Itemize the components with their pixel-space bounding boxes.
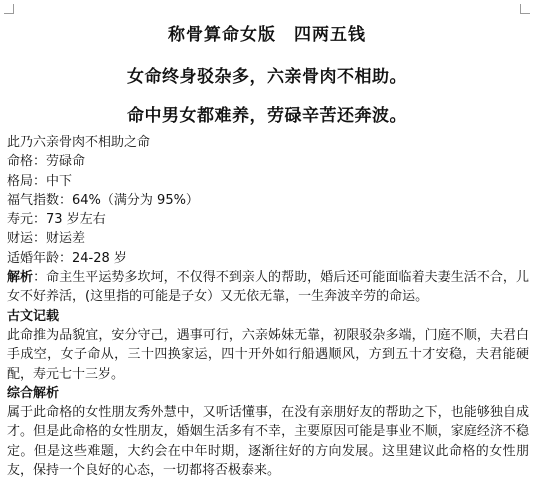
field-list xyxy=(7,152,529,268)
corner-mark-top-left xyxy=(4,4,14,14)
field-pattern xyxy=(7,172,529,191)
field-fortune-index xyxy=(7,191,529,210)
field-value: 64%（满分为 95%） xyxy=(72,192,199,208)
field-label: 寿元： xyxy=(7,212,47,228)
corner-mark-top-right xyxy=(520,4,530,14)
field-value: 24-28 岁 xyxy=(72,250,127,266)
ancient-records-heading: 古文记载 xyxy=(7,308,60,324)
field-value: 中下 xyxy=(46,173,73,189)
field-value: 73 岁左右 xyxy=(46,212,106,228)
ancient-records-text: 此命推为品貌宜，安分守己，遇事可行，六亲姊妹无靠，初限驳杂多端，门庭不顺，夫君白手成空，女子命从，三十四换家运，四十开外如行船遇顺风，方到五十才安稳，夫君能硬配，寿元七十三岁。 xyxy=(7,327,529,382)
field-value: 劳碌命 xyxy=(46,154,86,170)
field-marriage-age xyxy=(7,249,529,268)
poem-line-1: 女命终身驳杂多，六亲骨肉不相助。 xyxy=(127,67,407,87)
document-body xyxy=(7,133,529,480)
analysis-text: ：命主生平运势多坎坷，不仅得不到亲人的帮助，婚后还可能面临着夫妻生活不合，儿女不好养活，(这里指的可能是子女）又无依无靠，一生奔波辛劳的命运。 xyxy=(7,270,529,305)
poem-line-2: 命中男女都难养，劳碌辛苦还奔波。 xyxy=(127,106,407,126)
analysis-label: 解析 xyxy=(7,270,34,286)
summary-line: 此乃六亲骨肉不相助之命 xyxy=(7,135,151,150)
overall-analysis-text: 属于此命格的女性朋友秀外慧中，又听话懂事，在没有亲朋好友的帮助之下，也能够独自成才。但是此命格的女性朋友，婚姻生活多有不幸，主要原因可能是事业不顺，家庭经济不稳定。但是这些难题，大约会在中年时期，逐渐往好的方向发展。这里建议此命格的女性朋友，保持一个良好的心态，一切都将否极泰来。 xyxy=(7,405,529,479)
field-value: 财运差 xyxy=(46,231,86,247)
analysis-paragraph xyxy=(7,268,529,307)
overall-analysis-heading: 综合解析 xyxy=(7,385,60,401)
field-wealth xyxy=(7,229,529,248)
field-lifespan xyxy=(7,210,529,229)
page-title: 称骨算命女版 四两五钱 xyxy=(168,25,366,45)
field-label: 福气指数： xyxy=(7,192,73,208)
field-label: 命格： xyxy=(7,154,47,170)
field-label: 格局： xyxy=(7,173,47,189)
field-label: 财运： xyxy=(7,231,47,247)
field-label: 适婚年龄： xyxy=(7,250,73,266)
field-fate-type xyxy=(7,152,529,171)
